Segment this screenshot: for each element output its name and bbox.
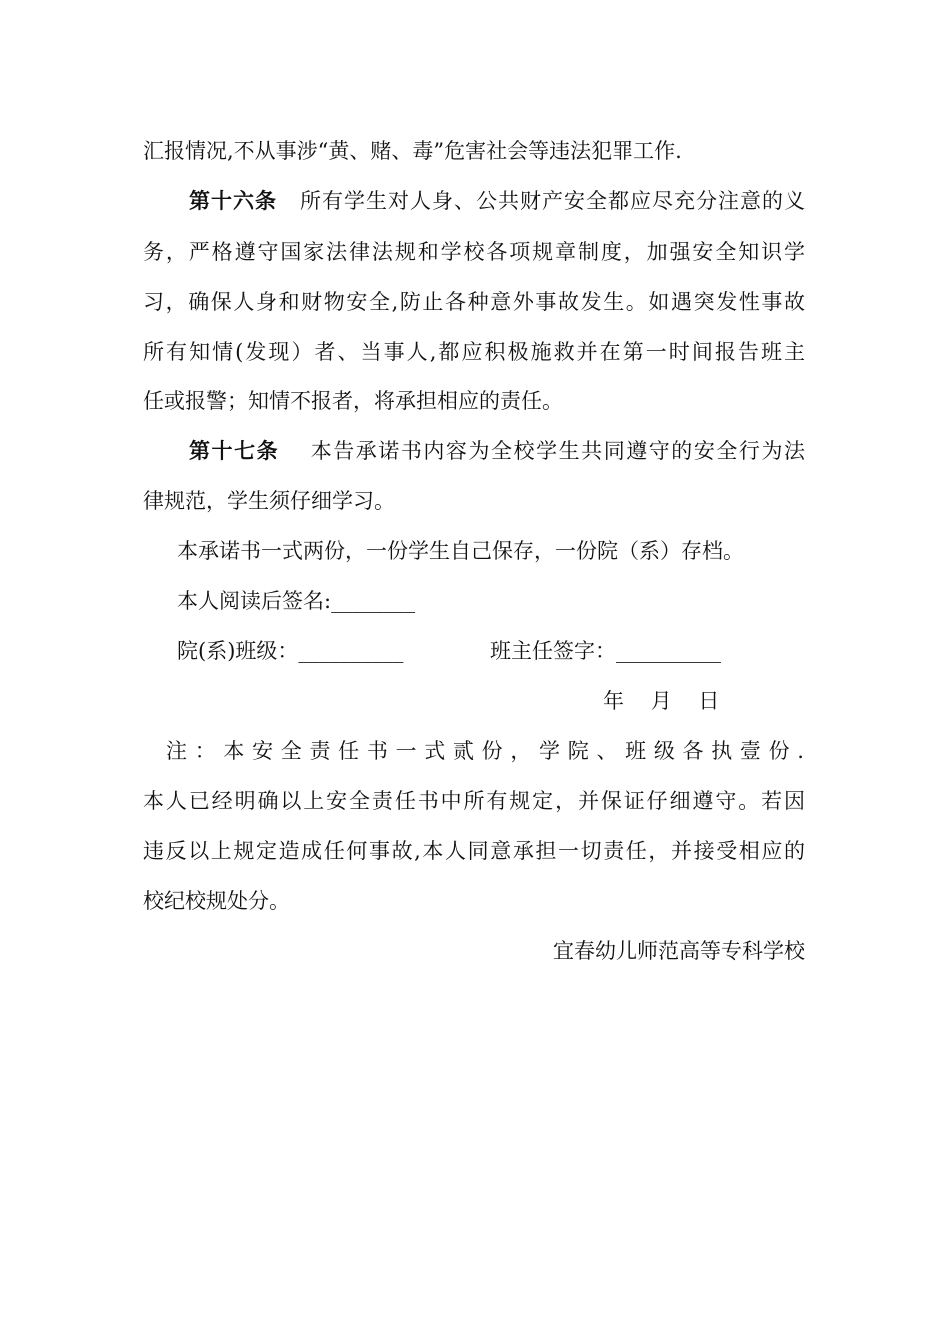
- article-17-heading: 第十七条: [189, 438, 280, 463]
- article-16-line: 务，严格遵守国家法律法规和学校各项规章制度，加强安全知识学: [143, 240, 805, 264]
- article-16-heading: 第十六条: [189, 188, 277, 213]
- article-17-line: 律规范，学生须仔细学习。: [143, 489, 395, 513]
- note-line: 本人已经明确以上安全责任书中所有规定，并保证仔细遵守。若因: [143, 789, 805, 813]
- note-line: 违反以上规定造成任何事故,本人同意承担一切责任，并接受相应的: [143, 839, 805, 863]
- article-17-text: 本告承诺书内容为全校学生共同遵守的安全行为法: [309, 439, 806, 463]
- note-line: 校纪校规处分。: [143, 889, 290, 913]
- note-line: 注：本安全责任书一式贰份，学院、班级各执壹份.: [166, 739, 804, 763]
- article-16-text: 所有学生对人身、公共财产安全都应尽充分注意的义: [299, 189, 805, 213]
- teacher-signature-field: 班主任签字：__________: [490, 639, 721, 663]
- article-16-line: 习，确保人身和财物安全,防止各种意外事故发生。如遇突发性事故: [143, 290, 805, 314]
- date-line: 年 月 日: [603, 689, 720, 713]
- class-field: 院(系)班级：__________: [177, 639, 404, 663]
- issuer-name: 宜春幼儿师范高等专科学校: [553, 939, 805, 963]
- article-16-first-line: [189, 186, 805, 216]
- article-17-first-line: [189, 436, 805, 466]
- article-16-line: 任或报警；知情不报者，将承担相应的责任。: [143, 389, 563, 413]
- continuation-line: 汇报情况,不从事涉“黄、赌、毒”危害社会等违法犯罪工作.: [143, 139, 682, 163]
- copies-note: 本承诺书一式两份，一份学生自己保存，一份院（系）存档。: [177, 539, 744, 563]
- signature-line: 本人阅读后签名:________: [177, 589, 416, 613]
- article-16-line: 所有知情(发现）者、当事人,都应积极施救并在第一时间报告班主: [143, 340, 805, 364]
